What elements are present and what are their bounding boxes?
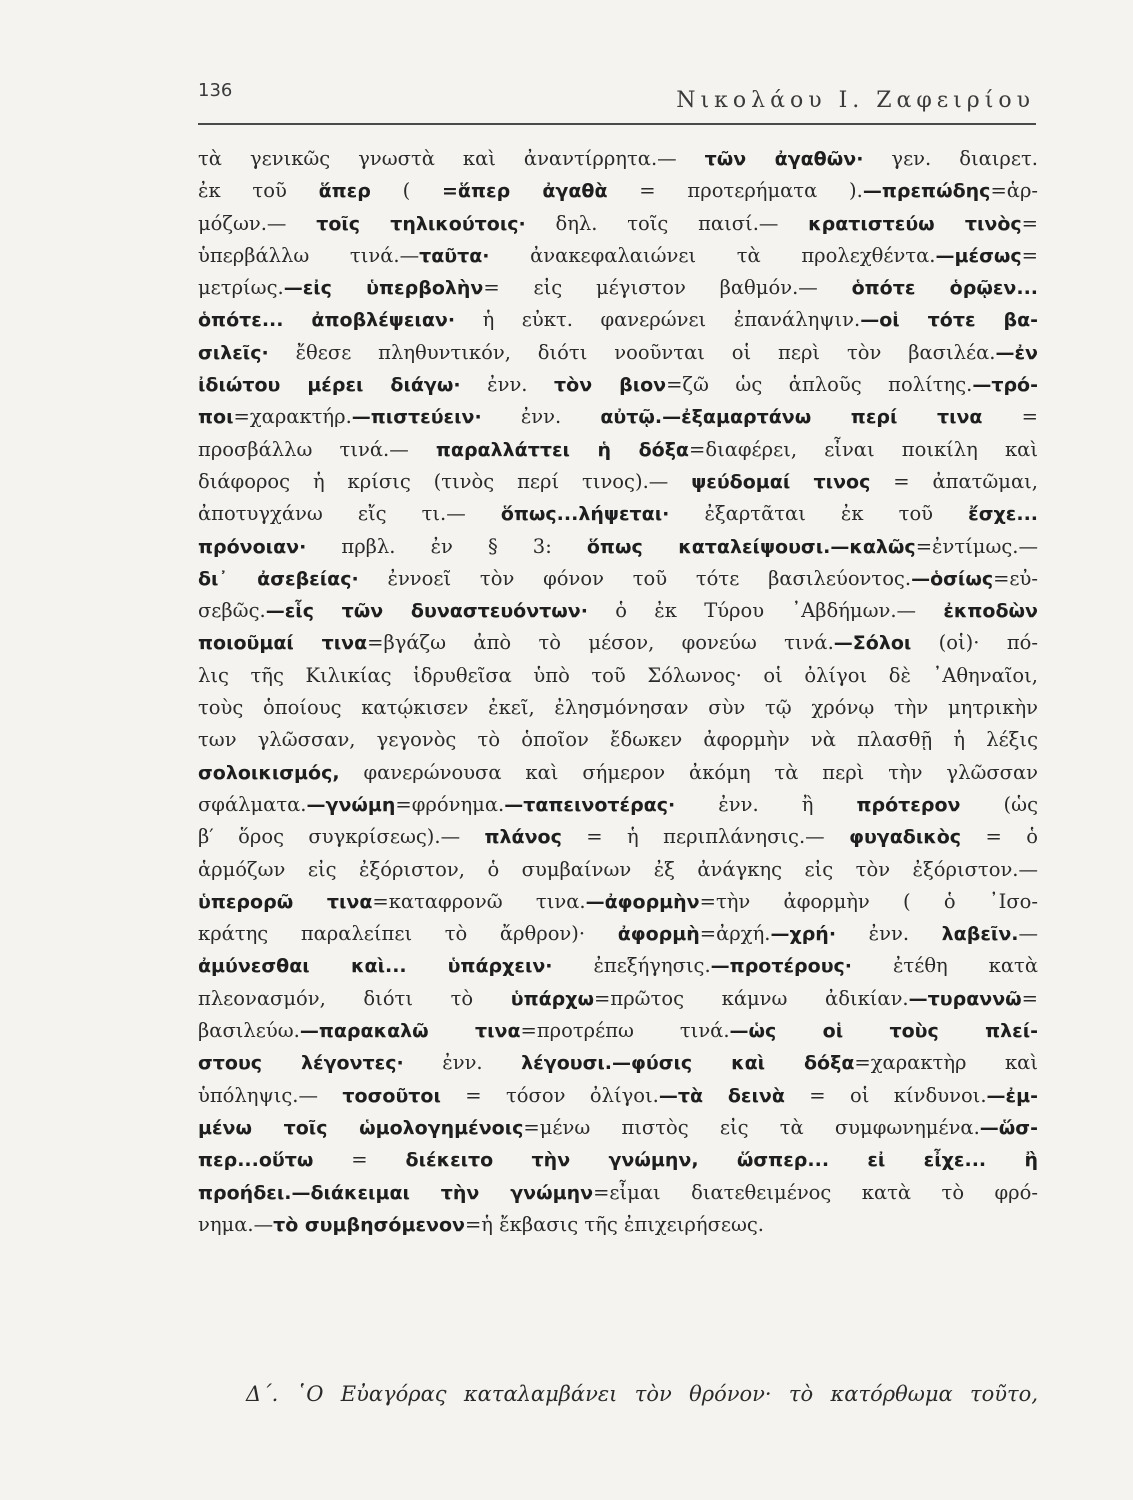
lemma-term: σιλεῖς· — [198, 341, 269, 364]
lemma-term: προήδει. — [198, 1181, 292, 1204]
running-title: Νικολάου Ι. Ζαφειρίου — [676, 88, 1035, 113]
gloss-text: σεβῶς. — [198, 599, 266, 623]
lemma-term: —φύσις καὶ δόξα — [612, 1052, 855, 1075]
gloss-text: = ἀπατῶμαι, — [870, 469, 1038, 493]
lemma-term: ὅπως καταλείψουσι. — [586, 535, 831, 558]
lemma-term: —προτέρους· — [710, 955, 853, 978]
lemma-term: —πρεπώδης — [862, 180, 991, 203]
gloss-text: =ἀρχή. — [699, 922, 771, 946]
gloss-text: =ζῶ ὡς ἁπλοῦς πολίτης. — [666, 373, 973, 397]
gloss-text: =προτρέπω τινά. — [520, 1019, 730, 1043]
gloss-text: μετρίως. — [198, 276, 284, 300]
lemma-term: τοῖς τηλικούτοις· — [316, 212, 526, 235]
text-line — [198, 1080, 1038, 1112]
gloss-text: =χαρακτήρ. — [233, 405, 352, 429]
lemma-term: —μέσως — [935, 244, 1022, 267]
lemma-term: —ταπεινοτέρας· — [504, 793, 676, 816]
text-line — [198, 434, 1038, 466]
gloss-text: τοὺς ὁποίους κατῴκισεν ἐκεῖ, ἐλησμόνησαν σὺν τῷ χρόνῳ τὴν μητρικὴν — [198, 696, 1038, 720]
text-line — [198, 1177, 1038, 1209]
gloss-text: ὁ ἐκ Τύρου ᾿Αβδήμων.— — [587, 599, 944, 623]
gloss-text: ἐνν. ἢ — [675, 792, 857, 816]
lemma-term: τὸν βιον — [554, 374, 667, 397]
gloss-text: (ὡς — [960, 792, 1038, 816]
gloss-text: των γλῶσσαν, γεγονὸς τὸ ὁποῖον ἔδωκεν ἀφορμὴν νὰ πλασθῇ ἡ λέξις — [198, 728, 1038, 752]
lemma-term: —ἀφορμὴν — [585, 890, 700, 913]
text-line — [198, 466, 1038, 498]
lemma-term: =ἅπερ ἀγαθὰ — [442, 180, 608, 203]
lemma-term: πλάνος — [484, 826, 562, 849]
gloss-text: γεν. διαιρετ. — [863, 147, 1038, 170]
gloss-text: =φρόνημα. — [395, 792, 505, 816]
gloss-text: λις τῆς Κιλικίας ἱδρυθεῖσα ὑπὸ τοῦ Σόλωνος· οἱ ὀλίγοι δὲ ᾿Αθηναῖοι, — [198, 663, 1038, 687]
gloss-text: (οἱ)· πό- — [911, 631, 1038, 655]
gloss-text: κράτης παραλείπει τὸ ἄρθρον)· — [198, 922, 618, 946]
lemma-term: πρότερον — [856, 793, 961, 816]
lemma-term: ποιοῦμαί τινα — [198, 632, 368, 655]
lemma-term: στους λέγοντες· — [198, 1052, 404, 1075]
gloss-text: δηλ. τοῖς παισί.— — [525, 211, 809, 235]
gloss-text: προσβάλλω τινά.— — [198, 437, 436, 461]
gloss-text: ἐνν. — [481, 405, 601, 429]
header-rule — [198, 123, 1036, 125]
gloss-text: = — [982, 405, 1038, 429]
gloss-text: =εἶμαι διατεθειμένος κατὰ τὸ φρό- — [593, 1180, 1038, 1204]
gloss-text: ἡ εὐκτ. φανερώνει ἐπανάληψιν. — [455, 308, 861, 332]
gloss-text: ἔθεσε πληθυντικόν, διότι νοοῦνται οἱ περὶ τὸν βασιλέα. — [268, 340, 996, 364]
lemma-term: τὸ συμβησόμενον — [273, 1213, 465, 1236]
text-line — [198, 175, 1038, 207]
gloss-text: =τὴν ἀφορμὴν ( ὁ ᾿Ισο- — [699, 889, 1038, 913]
gloss-text: =βγάζω ἀπὸ τὸ μέσον, φονεύω τινά. — [367, 631, 834, 655]
commentary-text — [198, 143, 1038, 1241]
lemma-term: —εἷς τῶν δυναστευόντων· — [265, 600, 588, 623]
gloss-text: = εἰς μέγιστον βαθμόν.— — [483, 276, 852, 300]
lemma-term: —παρακαλῶ τινα — [299, 1020, 521, 1043]
gloss-text: = τόσον ὀλίγοι. — [440, 1083, 659, 1107]
gloss-text: ἐνν. — [460, 373, 555, 397]
text-line — [198, 886, 1038, 918]
text-line — [198, 337, 1038, 369]
lemma-term: —διάκειμαι τὴν γνώμην — [291, 1181, 594, 1204]
lemma-term: τοσοῦτοι — [342, 1084, 441, 1107]
lemma-term: —τυραννῶ — [908, 987, 1022, 1010]
lemma-term: ὑπερορῶ τινα — [198, 890, 373, 913]
gloss-text: πρβλ. ἐν § 3: — [306, 534, 587, 558]
gloss-text: =ἡ ἔκβασις τῆς ἐπιχειρήσεως. — [464, 1212, 765, 1236]
text-line — [198, 143, 1038, 175]
gloss-text: — — [1018, 922, 1038, 946]
gloss-text: ὑπόληψις.— — [198, 1083, 343, 1107]
text-line — [198, 1047, 1038, 1079]
text-line — [198, 1209, 1038, 1241]
text-line — [198, 950, 1038, 982]
lemma-term: ἔσχε... — [968, 503, 1038, 526]
lemma-term: πρόνοιαν· — [198, 535, 307, 558]
gloss-text: ἀποτυγχάνω εἴς τι.— — [198, 502, 501, 526]
lemma-term: λαβεῖν. — [941, 923, 1019, 946]
text-line — [198, 401, 1038, 433]
gloss-text: τὰ γενικῶς γνωστὰ καὶ ἀναντίρρητα.— — [198, 147, 705, 170]
text-line — [198, 498, 1038, 530]
lemma-term: περ...οὕτω — [198, 1149, 314, 1172]
text-line — [198, 1015, 1038, 1047]
lemma-term: αὐτῷ. — [600, 406, 663, 429]
text-line — [198, 821, 1038, 853]
lemma-term: μένω τοῖς ὡμολογημένοις — [198, 1116, 524, 1139]
text-line — [198, 789, 1038, 821]
lemma-term: —τρό- — [972, 374, 1038, 397]
gloss-text: ἐξαρτᾶται ἐκ τοῦ — [669, 502, 969, 526]
text-line — [198, 692, 1038, 724]
lemma-term: —ὁσίως — [911, 567, 994, 590]
gloss-text: ἐννοεῖ τὸν φόνον τοῦ τότε βασιλεύοντος. — [358, 566, 912, 590]
text-line — [198, 272, 1038, 304]
gloss-text: =διαφέρει, εἶναι ποικίλη καὶ — [688, 437, 1038, 461]
lemma-term: ὑπάρχω — [510, 987, 595, 1010]
gloss-text: = — [1021, 986, 1038, 1010]
gloss-text: πλεονασμόν, διότι τὸ — [198, 986, 511, 1010]
gloss-text: = ὁ — [961, 825, 1038, 849]
section-opening-line: Δ΄. ῾Ο Εὐαγόρας καταλαμβάνει τὸν θρόνον· τὸ κατόρθωμα τοῦτο, — [246, 1382, 1038, 1406]
gloss-text: μόζων.— — [198, 211, 317, 235]
gloss-text: ἐπεξήγησις. — [552, 954, 711, 978]
text-line — [198, 918, 1038, 950]
gloss-text: =ἐντίμως.— — [915, 534, 1038, 558]
gloss-text: = — [1021, 243, 1038, 267]
gloss-text: ἐτέθη κατὰ — [852, 954, 1038, 978]
gloss-text: β′ ὅρος συγκρίσεως).— — [198, 825, 485, 849]
gloss-text: = — [313, 1148, 406, 1172]
lemma-term: ὅπως...λήψεται· — [500, 503, 670, 526]
lemma-term: ὑπάρχειν· — [447, 955, 553, 978]
gloss-text: ἐνν. — [403, 1051, 522, 1075]
lemma-term: —οἱ τότε βα- — [860, 309, 1038, 332]
lemma-term: —ἐξαμαρτάνω περί τινα — [662, 406, 983, 429]
lemma-term: διέκειτο τὴν γνώμην, ὥσπερ... εἰ εἶχε... ἢ — [405, 1149, 1038, 1172]
lemma-term: ποι — [198, 406, 234, 429]
lemma-term: —εἰς ὑπερβολὴν — [283, 277, 484, 300]
gloss-text: ἐνν. — [836, 922, 942, 946]
text-line — [198, 627, 1038, 659]
lemma-term: ὁπότε ὁρῷεν... — [851, 277, 1038, 300]
page-number: 136 — [198, 80, 233, 101]
lemma-term: κρατιστεύω τινὸς — [808, 212, 1022, 235]
gloss-text: ἀνακεφαλαιώνει τὰ προλεχθέντα. — [489, 243, 936, 267]
gloss-text: ἁρμόζων εἰς ἐξόριστον, ὁ συμβαίνων ἐξ ἀνάγκης εἰς τὸν ἐξόριστον.— — [198, 857, 1038, 881]
text-line — [198, 563, 1038, 595]
gloss-text: = ἡ περιπλάνησις.— — [561, 825, 850, 849]
gloss-text: — — [253, 1212, 274, 1236]
gloss-text: = οἱ κίνδυνοι. — [784, 1083, 987, 1107]
lemma-term: —γνώμη — [306, 793, 396, 816]
gloss-text: =καταφρονῶ τινα. — [372, 889, 586, 913]
lemma-term: τῶν ἀγαθῶν· — [704, 148, 864, 170]
gloss-text: νημα. — [198, 1212, 254, 1236]
lemma-term: —ὡς οἱ τοὺς πλεί- — [729, 1020, 1038, 1043]
lemma-term: ἀμύνεσθαι καὶ... — [198, 955, 407, 978]
gloss-text: =πρῶτος κάμνω ἀδικίαν. — [594, 986, 909, 1010]
gloss-text: = προτερήματα ). — [607, 179, 863, 203]
text-line — [198, 757, 1038, 789]
text-line — [198, 1144, 1038, 1176]
gloss-text: =χαρακτὴρ καὶ — [854, 1051, 1038, 1075]
gloss-text: ἐκ τοῦ — [198, 179, 319, 203]
gloss-text: =εὐ- — [993, 566, 1038, 590]
lemma-term: —τὰ δεινὰ — [658, 1084, 785, 1107]
lemma-term: δι᾽ ἀσεβείας· — [198, 567, 359, 590]
gloss-text: ὑπερβάλλω τινά.— — [198, 243, 420, 267]
text-line — [198, 854, 1038, 886]
lemma-term: σολοικισμός, — [198, 761, 340, 784]
text-line — [198, 724, 1038, 756]
gloss-text: =μένω πιστὸς εἰς τὰ συμφωνημένα. — [523, 1115, 980, 1139]
lemma-term: ἅπερ — [318, 180, 371, 203]
lemma-term: ἐκποδὼν — [943, 600, 1038, 623]
text-line — [198, 531, 1038, 563]
gloss-text: ( — [370, 179, 442, 203]
lemma-term: —πιστεύειν· — [351, 406, 482, 429]
gloss-text: διάφορος ἡ κρίσις (τινὸς περί τινος).— — [198, 469, 692, 493]
lemma-term: ψεύδομαί τινος — [691, 470, 871, 493]
text-line — [198, 660, 1038, 692]
text-line — [198, 304, 1038, 336]
text-line — [198, 369, 1038, 401]
lemma-term: —ἐμ- — [986, 1084, 1038, 1107]
text-line — [198, 208, 1038, 240]
lemma-term: —Σόλοι — [833, 632, 912, 655]
gloss-text: σφάλματα. — [198, 792, 307, 816]
gloss-text: =ἁρ- — [990, 179, 1038, 203]
gloss-text: φανερώνουσα καὶ σήμερον ἀκόμη τὰ περὶ τὴν γλῶσσαν — [339, 760, 1038, 784]
lemma-term: —ὥσ- — [979, 1116, 1038, 1139]
lemma-term: —χρή· — [770, 923, 837, 946]
gloss-text: = — [1021, 211, 1038, 235]
lemma-term: ἀφορμὴ — [617, 923, 700, 946]
lemma-term: παραλλάττει ἡ δόξα — [435, 438, 689, 461]
lemma-term: ὁπότε... ἀποβλέψειαν· — [198, 309, 456, 332]
lemma-term: φυγαδικὸς — [849, 826, 962, 849]
lemma-term: —καλῶς — [830, 535, 916, 558]
lemma-term: ταῦτα· — [419, 244, 490, 267]
text-line — [198, 983, 1038, 1015]
lemma-term: —ἐν — [995, 341, 1038, 364]
text-line — [198, 240, 1038, 272]
lemma-term: λέγουσι. — [521, 1052, 612, 1075]
gloss-text: βασιλεύω. — [198, 1019, 300, 1043]
gloss-text — [407, 954, 448, 977]
text-line — [198, 595, 1038, 627]
lemma-term: ἰδιώτου μέρει διάγω· — [198, 374, 461, 397]
text-line — [198, 1112, 1038, 1144]
